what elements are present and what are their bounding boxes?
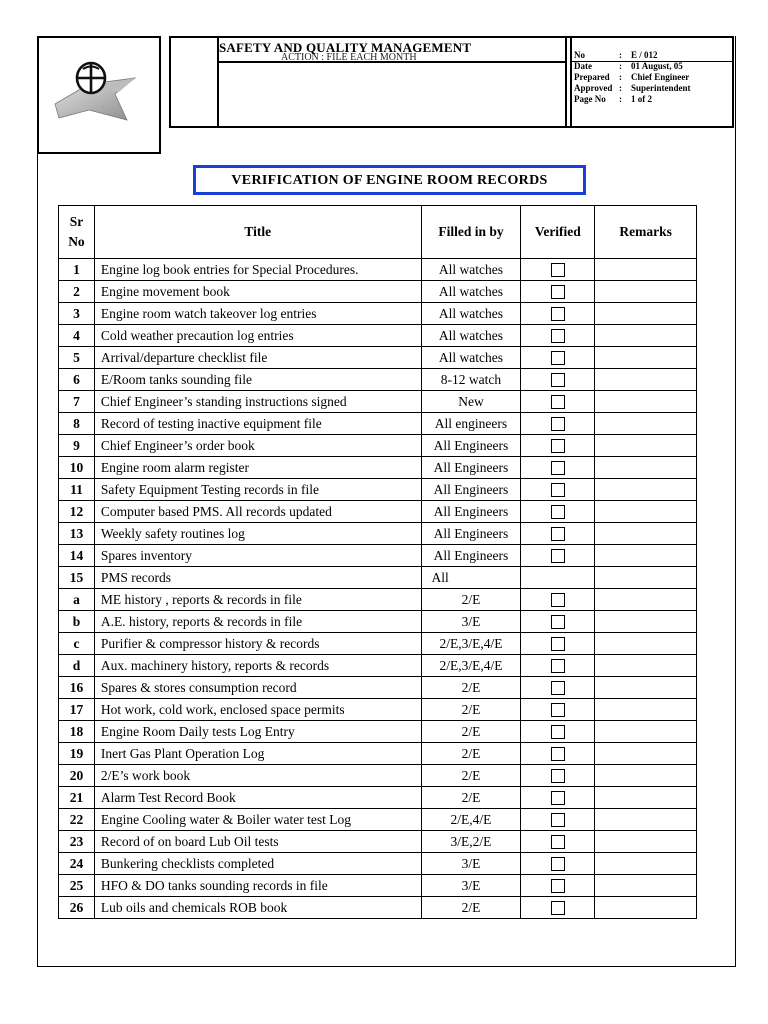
- meta-value: E / 012: [631, 50, 658, 60]
- table-row: [59, 259, 697, 281]
- row-remarks[interactable]: [595, 259, 697, 281]
- verified-checkbox[interactable]: [551, 747, 565, 761]
- row-number: d: [59, 655, 95, 677]
- row-verified: [521, 501, 595, 523]
- row-title: Spares & stores consumption record: [94, 677, 421, 699]
- row-filled-by: All Engineers: [421, 457, 521, 479]
- row-verified: [521, 743, 595, 765]
- row-remarks[interactable]: [595, 457, 697, 479]
- row-title: Aux. machinery history, reports & records: [94, 655, 421, 677]
- row-verified: [521, 391, 595, 413]
- row-filled-by: All Engineers: [421, 479, 521, 501]
- table-row: [59, 501, 697, 523]
- table-row: [59, 457, 697, 479]
- table-row: [59, 281, 697, 303]
- table-row: [59, 787, 697, 809]
- verified-checkbox[interactable]: [551, 505, 565, 519]
- row-number: 19: [59, 743, 95, 765]
- verified-checkbox[interactable]: [551, 483, 565, 497]
- verified-checkbox[interactable]: [551, 879, 565, 893]
- row-filled-by: 2/E: [421, 897, 521, 919]
- row-verified: [521, 523, 595, 545]
- row-verified: [521, 325, 595, 347]
- row-title: Bunkering checklists completed: [94, 853, 421, 875]
- row-number: 10: [59, 457, 95, 479]
- verified-checkbox[interactable]: [551, 813, 565, 827]
- row-filled-by: All engineers: [421, 413, 521, 435]
- company-logo-icon: [39, 38, 159, 152]
- row-title: Purifier & compressor history & records: [94, 633, 421, 655]
- row-title: ME history , reports & records in file: [94, 589, 421, 611]
- row-filled-by: 2/E: [421, 589, 521, 611]
- meta-key: Prepared: [574, 72, 610, 82]
- meta-key: Approved: [574, 83, 613, 93]
- header-filled-by: Filled in by: [421, 206, 521, 259]
- verified-checkbox[interactable]: [551, 461, 565, 475]
- verified-checkbox[interactable]: [551, 703, 565, 717]
- row-remarks[interactable]: [595, 897, 697, 919]
- row-remarks[interactable]: [595, 831, 697, 853]
- verified-checkbox[interactable]: [551, 615, 565, 629]
- header-title-col: Title: [94, 206, 421, 259]
- row-title: Record of testing inactive equipment file: [94, 413, 421, 435]
- row-number: a: [59, 589, 95, 611]
- row-verified: [521, 831, 595, 853]
- table-row: [59, 325, 697, 347]
- row-verified: [521, 435, 595, 457]
- row-remarks[interactable]: [595, 655, 697, 677]
- row-title: Engine Room Daily tests Log Entry: [94, 721, 421, 743]
- row-number: 3: [59, 303, 95, 325]
- row-title: PMS records: [94, 567, 421, 589]
- row-title: Hot work, cold work, enclosed space permits: [94, 699, 421, 721]
- row-filled-by: All watches: [421, 259, 521, 281]
- row-remarks[interactable]: [595, 787, 697, 809]
- verified-checkbox[interactable]: [551, 527, 565, 541]
- meta-key: Date: [574, 61, 592, 71]
- table-row: [59, 347, 697, 369]
- row-number: 16: [59, 677, 95, 699]
- verified-checkbox[interactable]: [551, 307, 565, 321]
- row-verified: [521, 633, 595, 655]
- header-verified: Verified: [521, 206, 595, 259]
- row-title: Cold weather precaution log entries: [94, 325, 421, 347]
- row-title: Chief Engineer’s order book: [94, 435, 421, 457]
- row-remarks[interactable]: [595, 567, 697, 589]
- row-remarks[interactable]: [595, 611, 697, 633]
- table-row: [59, 369, 697, 391]
- row-title: Chief Engineer’s standing instructions signed: [94, 391, 421, 413]
- row-filled-by: 3/E: [421, 853, 521, 875]
- header-remarks: Remarks: [595, 206, 697, 259]
- row-number: 18: [59, 721, 95, 743]
- table-row: [59, 765, 697, 787]
- meta-row: [574, 50, 691, 61]
- row-number: 7: [59, 391, 95, 413]
- table-row: [59, 523, 697, 545]
- row-remarks[interactable]: [595, 281, 697, 303]
- row-filled-by: 2/E: [421, 743, 521, 765]
- row-filled-by: All watches: [421, 325, 521, 347]
- row-remarks[interactable]: [595, 853, 697, 875]
- row-filled-by: 2/E,4/E: [421, 809, 521, 831]
- row-number: 1: [59, 259, 95, 281]
- table-row: [59, 435, 697, 457]
- row-verified: [521, 897, 595, 919]
- row-title: Arrival/departure checklist file: [94, 347, 421, 369]
- row-verified: [521, 457, 595, 479]
- row-remarks[interactable]: [595, 545, 697, 567]
- row-filled-by: 3/E: [421, 611, 521, 633]
- table-row: [59, 831, 697, 853]
- meta-value: Chief Engineer: [631, 72, 690, 82]
- table-row: [59, 479, 697, 501]
- row-verified: [521, 303, 595, 325]
- row-remarks[interactable]: [595, 325, 697, 347]
- row-title: A.E. history, reports & records in file: [94, 611, 421, 633]
- row-title: Computer based PMS. All records updated: [94, 501, 421, 523]
- row-title: Engine log book entries for Special Procedures.: [94, 259, 421, 281]
- row-filled-by: New: [421, 391, 521, 413]
- table-row: [59, 633, 697, 655]
- row-number: 12: [59, 501, 95, 523]
- row-number: 25: [59, 875, 95, 897]
- row-filled-by: All watches: [421, 281, 521, 303]
- verified-checkbox[interactable]: [551, 439, 565, 453]
- row-title: Engine Cooling water & Boiler water test Log: [94, 809, 421, 831]
- row-title: Record of on board Lub Oil tests: [94, 831, 421, 853]
- row-number: 26: [59, 897, 95, 919]
- row-title: Spares inventory: [94, 545, 421, 567]
- meta-row: [574, 83, 691, 94]
- row-remarks[interactable]: [595, 391, 697, 413]
- row-filled-by: 2/E: [421, 765, 521, 787]
- row-remarks[interactable]: [595, 435, 697, 457]
- row-filled-by: All watches: [421, 303, 521, 325]
- row-remarks[interactable]: [595, 413, 697, 435]
- row-verified: [521, 479, 595, 501]
- verified-checkbox[interactable]: [551, 263, 565, 277]
- row-number: 22: [59, 809, 95, 831]
- table-row: [59, 853, 697, 875]
- row-remarks[interactable]: [595, 809, 697, 831]
- row-filled-by: 2/E: [421, 699, 521, 721]
- row-title: Engine movement book: [94, 281, 421, 303]
- row-remarks[interactable]: [595, 743, 697, 765]
- row-number: 13: [59, 523, 95, 545]
- row-number: 15: [59, 567, 95, 589]
- row-filled-by: 2/E: [421, 721, 521, 743]
- verified-checkbox[interactable]: [551, 637, 565, 651]
- row-title: Safety Equipment Testing records in file: [94, 479, 421, 501]
- table-row: [59, 699, 697, 721]
- row-number: 5: [59, 347, 95, 369]
- table-row: [59, 809, 697, 831]
- meta-row: [574, 94, 691, 105]
- row-title: HFO & DO tanks sounding records in file: [94, 875, 421, 897]
- table-row: [59, 875, 697, 897]
- row-number: 24: [59, 853, 95, 875]
- meta-value: 01 August, 05: [631, 61, 683, 71]
- row-remarks[interactable]: [595, 699, 697, 721]
- row-number: 2: [59, 281, 95, 303]
- table-row: [59, 721, 697, 743]
- row-verified: [521, 765, 595, 787]
- row-filled-by: 3/E: [421, 875, 521, 897]
- meta-key: Page No: [574, 94, 606, 104]
- table-row: [59, 611, 697, 633]
- row-verified: [521, 589, 595, 611]
- row-number: 20: [59, 765, 95, 787]
- row-remarks[interactable]: [595, 523, 697, 545]
- company-logo: [37, 36, 161, 154]
- row-remarks[interactable]: [595, 633, 697, 655]
- table-row: [59, 677, 697, 699]
- verified-checkbox[interactable]: [551, 285, 565, 299]
- verified-checkbox[interactable]: [551, 373, 565, 387]
- row-verified: [521, 787, 595, 809]
- row-remarks[interactable]: [595, 875, 697, 897]
- row-verified: [521, 259, 595, 281]
- header-divider: [567, 38, 572, 126]
- verified-checkbox[interactable]: [551, 835, 565, 849]
- row-number: 11: [59, 479, 95, 501]
- table-row: [59, 589, 697, 611]
- row-verified: [521, 655, 595, 677]
- row-filled-by: All Engineers: [421, 435, 521, 457]
- row-remarks[interactable]: [595, 369, 697, 391]
- row-verified: [521, 369, 595, 391]
- document-meta: [574, 50, 691, 105]
- header-title: SAFETY AND QUALITY MANAGEMENT: [219, 40, 472, 55]
- table-row: [59, 655, 697, 677]
- row-filled-by: All Engineers: [421, 501, 521, 523]
- header-sr-no: Sr No: [59, 206, 95, 259]
- row-filled-by: All watches: [421, 347, 521, 369]
- meta-key: No: [574, 50, 585, 60]
- row-remarks[interactable]: [595, 479, 697, 501]
- meta-value: 1 of 2: [631, 94, 652, 104]
- row-verified: [521, 545, 595, 567]
- records-table: [58, 205, 697, 919]
- verified-checkbox[interactable]: [551, 901, 565, 915]
- row-filled-by: 2/E: [421, 787, 521, 809]
- verified-checkbox[interactable]: [551, 351, 565, 365]
- verified-checkbox[interactable]: [551, 417, 565, 431]
- verified-checkbox[interactable]: [551, 329, 565, 343]
- row-verified: [521, 611, 595, 633]
- row-filled-by: 8-12 watch: [421, 369, 521, 391]
- table-row: [59, 743, 697, 765]
- row-filled-by: All Engineers: [421, 545, 521, 567]
- meta-separator: :: [619, 83, 622, 93]
- table-row: [59, 391, 697, 413]
- verified-checkbox[interactable]: [551, 769, 565, 783]
- verified-checkbox[interactable]: [551, 857, 565, 871]
- row-title: Alarm Test Record Book: [94, 787, 421, 809]
- meta-separator: :: [619, 61, 622, 71]
- row-title: 2/E’s work book: [94, 765, 421, 787]
- row-filled-by: 2/E,3/E,4/E: [421, 633, 521, 655]
- table-row: [59, 567, 697, 589]
- row-remarks[interactable]: [595, 501, 697, 523]
- row-number: 17: [59, 699, 95, 721]
- row-verified: [521, 853, 595, 875]
- header-spacer-cell: [171, 38, 219, 126]
- meta-separator: :: [619, 94, 622, 104]
- table-row: [59, 545, 697, 567]
- verified-checkbox[interactable]: [551, 549, 565, 563]
- row-number: 8: [59, 413, 95, 435]
- row-verified: [521, 699, 595, 721]
- row-filled-by: 2/E: [421, 677, 521, 699]
- verified-checkbox[interactable]: [551, 659, 565, 673]
- row-verified: [521, 809, 595, 831]
- row-title: Lub oils and chemicals ROB book: [94, 897, 421, 919]
- header-action-note: ACTION : FILE EACH MONTH: [281, 52, 417, 63]
- verified-checkbox[interactable]: [551, 681, 565, 695]
- row-remarks[interactable]: [595, 347, 697, 369]
- table-row: [59, 413, 697, 435]
- meta-separator: :: [619, 72, 622, 82]
- row-remarks[interactable]: [595, 589, 697, 611]
- document-title: VERIFICATION OF ENGINE ROOM RECORDS: [193, 165, 586, 195]
- meta-separator: :: [619, 50, 622, 60]
- row-verified: [521, 677, 595, 699]
- row-title: Engine room watch takeover log entries: [94, 303, 421, 325]
- row-remarks[interactable]: [595, 677, 697, 699]
- row-verified: [521, 875, 595, 897]
- row-title: Engine room alarm register: [94, 457, 421, 479]
- row-number: 23: [59, 831, 95, 853]
- row-remarks[interactable]: [595, 765, 697, 787]
- row-filled-by: All Engineers: [421, 523, 521, 545]
- row-verified: [521, 567, 595, 589]
- row-number: 4: [59, 325, 95, 347]
- row-verified: [521, 721, 595, 743]
- row-filled-by: 2/E,3/E,4/E: [421, 655, 521, 677]
- row-verified: [521, 281, 595, 303]
- row-verified: [521, 413, 595, 435]
- row-filled-by: All: [421, 567, 521, 589]
- row-remarks[interactable]: [595, 303, 697, 325]
- verified-checkbox[interactable]: [551, 791, 565, 805]
- verified-checkbox[interactable]: [551, 593, 565, 607]
- meta-row: [574, 61, 691, 72]
- row-remarks[interactable]: [595, 721, 697, 743]
- table-row: [59, 303, 697, 325]
- row-number: 21: [59, 787, 95, 809]
- row-number: 14: [59, 545, 95, 567]
- row-number: 9: [59, 435, 95, 457]
- table-header-row: [59, 206, 697, 259]
- verified-checkbox[interactable]: [551, 395, 565, 409]
- row-verified: [521, 347, 595, 369]
- row-number: b: [59, 611, 95, 633]
- row-title: Inert Gas Plant Operation Log: [94, 743, 421, 765]
- verified-checkbox[interactable]: [551, 725, 565, 739]
- row-number: 6: [59, 369, 95, 391]
- row-title: Weekly safety routines log: [94, 523, 421, 545]
- table-row: [59, 897, 697, 919]
- row-filled-by: 3/E,2/E: [421, 831, 521, 853]
- meta-value: Superintendent: [631, 83, 691, 93]
- row-title: E/Room tanks sounding file: [94, 369, 421, 391]
- meta-row: [574, 72, 691, 83]
- document-header: [169, 36, 734, 128]
- row-number: c: [59, 633, 95, 655]
